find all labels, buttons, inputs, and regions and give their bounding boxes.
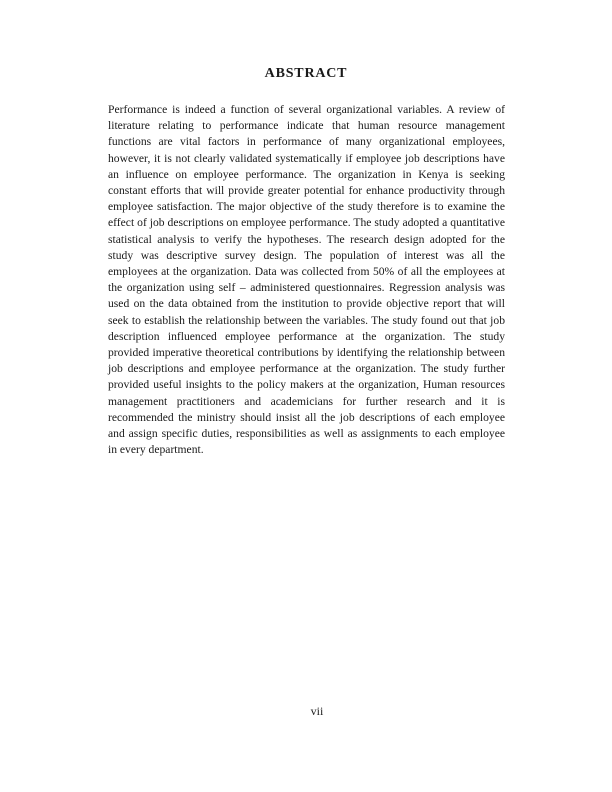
abstract-paragraph: Performance is indeed a function of several organizational variables. A review of literature relating to performance indicate that human resource management functions are vital factors in performance of many organizational employees, however, it is not clearly validated systematically if employee job descriptions have an influence on employee performance. The organization in Kenya is seeking constant efforts that will provide greater potential for enhance productivity through employee satisfaction. The major objective of the study therefore is to examine the effect of job descriptions on employee performance. The study adopted a quantitative statistical analysis to verify the hypotheses. The research design adopted for the study was descriptive survey design. The population of interest was all the employees at the organization. Data was collected from 50% of all the employees at the organization using self – administered questionnaires. Regression analysis was used on the data obtained from the institution to provide objective report that will seek to establish the relationship between the variables. The study found out that job description influenced employee performance at the organization. The study provided imperative theoretical contributions by identifying the relationship between job descriptions and employee performance at the organization. The study further provided useful insights to the policy makers at the organization, Human resources management practitioners and academicians for further research and it is recommended the ministry should insist all the job descriptions of each employee and assign specific duties, responsibilities as well as assignments to each employee in every department. [108, 103, 505, 457]
page-number: vii [310, 704, 324, 718]
page-title: ABSTRACT [264, 66, 348, 81]
